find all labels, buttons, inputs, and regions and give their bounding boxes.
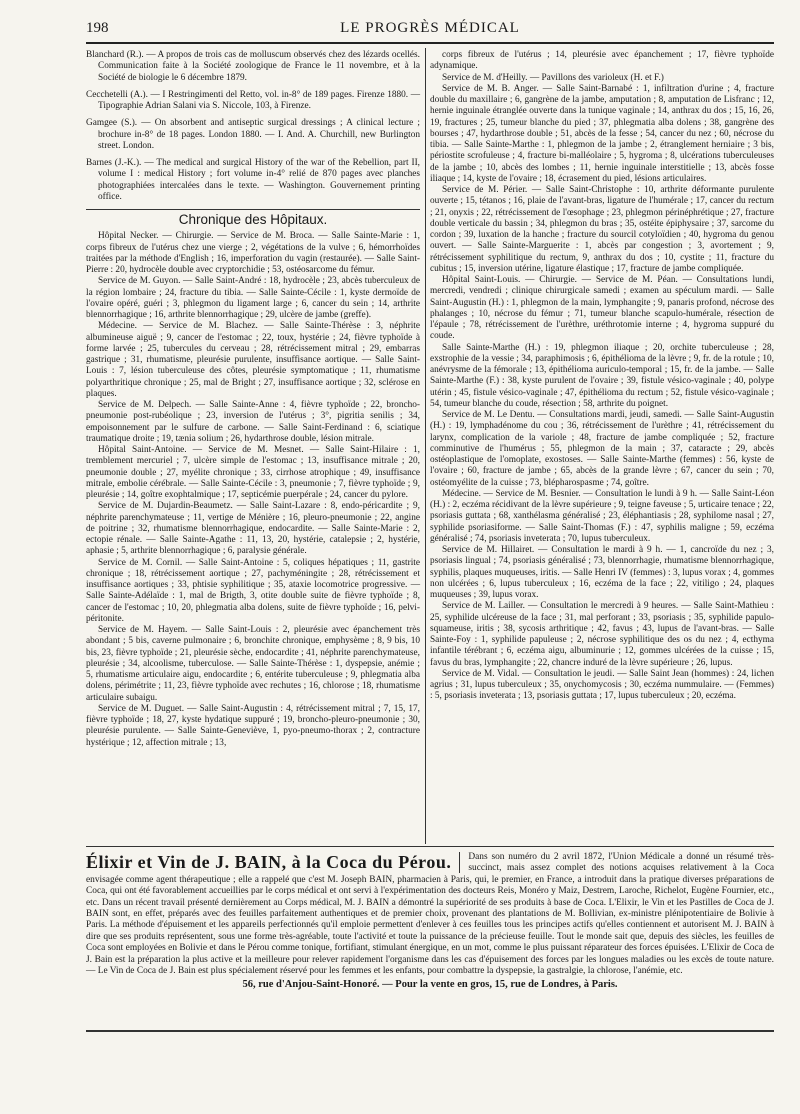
hospital-paragraph: Service de M. Delpech. — Salle Sainte-Anne : 4, fièvre typhoïde ; 22, broncho-pneumonie post-rubéolique ; 23, inversion de l'utérus ; 3°, pigritia senilis ; 34, empoisonnement par le sulfure de carbone. — Salle Saint-Ferdinand : 6, sciatique traumatique droite ; 19, tænia solium ; 26, hydarthrose double, lésion mitrale. bbox=[86, 400, 420, 444]
journal-title: LE PROGRÈS MÉDICAL bbox=[340, 20, 520, 36]
bibliography-entry: Blanchard (R.). — A propos de trois cas de molluscum observés chez des lézards ocellés. Communication faite à la Société zoologique de France le 11 novembre, et à la Société de biologie le 6 décembre 1879. bbox=[86, 50, 420, 83]
hospital-paragraph: Service de M. Guyon. — Salle Saint-André : 18, hydrocèle ; 23, abcès tuberculeux de la région lombaire ; 24, fracture du tibia. — Salle Sainte-Cécile : 1, kyste dermoïde de l'ovaire opéré, guéri ; 3, phlegmon du ligament large ; 6, cancer du sein ; 14, arthrite blennorrhagique ; 16, arthrite blennorrhagique ; 29, ulcère de jambe (greffe). bbox=[86, 276, 420, 320]
hospital-paragraph: Service de M. Périer. — Salle Saint-Christophe : 10, arthrite déformante purulente ouverte ; 15, tétanos ; 16, plaie de l'avant-bras, ligature de l'humérale ; 17, cancer du rectum ; 21, onyxis ; 22, rétrécissement de l'œsophage ; 23, phlegmon périnéphrétique ; 27, fracture double verticale du bassin ; 34, phlegmon du bras ; 35, ostéite épiphysaire ; 37, sarcome du cordon ; 39, luxation de la hanche ; fracture du sourcil cotyloïdien ; 40, hygroma du genou ouvert. — Salle Sainte-Marguerite : 1, abcès par congestion ; 3, avortement ; 9, rétrécissement syphilitique du rectum, 9, anthrax du dos ; 10, cystite ; 11, fracture du cubitus ; 15, inversion utérine, ligature élastique ; 17, fracture de jambe compliquée. bbox=[430, 185, 774, 274]
hospital-paragraph: Salle Sainte-Marthe (H.) : 19, phlegmon iliaque ; 20, orchite tuberculeuse ; 28, exstrophie de la vessie ; 34, paraphimosis ; 6, épithélioma de la lèvre ; 9, fr. de la rotule ; 10, anévrysme de la fémorale ; 13, épithélioma auriculo-temporal ; 15, fr. de la jambe. — Salle Sainte-Marthe (F.) : 38, kyste purulent de l'ovaire ; 39, fistule vésico-vaginale ; 40, polype utérin ; 45, fistule vésico-vaginale ; 47, épithélioma du rectum ; 52, fistule vésico-vaginale ; 54, tumeur blanche du coude, résection ; 58, arthrite du poignet. bbox=[430, 342, 774, 409]
advertisement-text: Dans son numéro du 2 avril 1872, l'Union Médicale a donné un résumé très-succinct, mais assez complet des notions acquises relativement à la Coca envisagée comme agent thérapeutique ; elle a rappelé que c'est M. Joseph BAIN, pharmacien à Paris, qui, le premier, en France, a introduit dans la pratique diverses préparations de Coca, qui ont été favorablement accueillies par le corps médical et ont servi à l'expérimentation des docteurs Reis, Monéro y Maiz, Destrem, Laroche, Richelot, Eugène Fournier, etc., etc. Dans un récent travail présenté dernièrement au Corps médical, M. J. BAIN a démontré la supériorité de ses produits à base de Coca. L'Elixir, le Vin et les Pastilles de Coca de J. BAIN sont, en effet, préparés avec des feuilles parfaitement authentiques et de premier choix, provenant des plantations de M. Bollivian, ex-ministre plénipotentiaire de Bolivie à Paris. La méthode d'épuisement et les appareils perfectionnés qu'il emploie permettent d'enlever à ces feuilles tous les principes actifs qu'elles contiennent et autorisent M. J. BAIN à dire que ses produits représentent, sous une forme très-agréable, toute l'activité et toute la puissance de la précieuse feuille. Tout le monde sait que, depuis des siècles, les feuilles de Coca sont employées en Bolivie et dans le Pérou comme tonique, fortifiant, stimulant énergique, en un mot, comme le plus puissant réparateur des forces épuisées. L'Elixir de Coca de J. Bain est la préparation la plus active et la meilleure pour relever rapidement l'organisme dans les cas d'épuisement des forces par les longues maladies ou les excès de toute nature. — Le Vin de Coca de J. Bain est plus spécialement réservé pour les femmes et les enfants, pour combattre la dyspepsie, la gastralgie, la chlorose, l'anémie, etc. bbox=[86, 852, 774, 977]
page-number: 198 bbox=[86, 20, 109, 36]
advertisement-top-rule bbox=[86, 846, 774, 847]
hospital-paragraph: Service de M. Cornil. — Salle Saint-Antoine : 5, coliques hépatiques ; 11, gastrite chronique ; 18, rétrécissement aortique ; 27, pachyméningite ; 28, rétrécissement et insuffisance aortiques ; 33, phtisie syphilitique ; 35, ataxie locomotrice progressive. — Salle Sainte-Adélaïde : 1, mal de Brigth, 3, otite double suite de fièvre typhoïde ; 8, cancer de l'estomac ; 10, 20, phlegmatia alba dolens, suite de fièvre typhoïde ; 16, pelvi-péritonite. bbox=[86, 557, 420, 624]
hospital-paragraph: Service de M. Vidal. — Consultation le jeudi. — Salle Saint Jean (hommes) : 24, lichen agrius ; 31, lupus tuberculeux ; 35, onychomycosis ; 30, eczéma nummulaire. — (Femmes) : 5, psoriasis inveterata ; 13, psoriasis guttata ; 17, lupus tuberculeux ; 20, eczéma. bbox=[430, 668, 774, 702]
bibliography-entry: Barnes (J.-K.). — The medical and surgical History of the war of the Rebellion, part II, volume I : medical History ; fort volume in-4° relié de 870 pages avec planches photographiées intercalées dans le texte. — Washington. Gouvernement printing office. bbox=[86, 158, 420, 202]
bibliography-list bbox=[86, 50, 420, 203]
bibliography-entry: Gamgee (S.). — On absorbent and antiseptic surgical dressings ; A clinical lecture ; brochure in-8° de 18 pages. London 1880. — I. And. A. Churchill, new Burlington street. London. bbox=[86, 118, 420, 151]
hospital-paragraph: Service de M. Le Dentu. — Consultations mardi, jeudi, samedi. — Salle Saint-Augustin (H.) : 19, lymphadénome du cou ; 36, rétrécissement de l'urèthre ; 41, rétrécissement du larynx, complication de la variole ; 48, fracture de jambe compliquée ; 52, fracture comminutive de l'humérus ; 55, phlegmon de la main ; 37, cataracte ; 29, abcès ostéoplastique de l'omoplate, exostoses. — Salle Sainte-Marthe (femmes) : 56, kyste de l'ovaire ; 60, fracture de jambe ; 65, abcès de la grande lèvre ; 67, cancer du sein ; 70, ostéomyélite de la cuisse ; 73, blépharospasme ; 74, goître. bbox=[430, 410, 774, 488]
hospital-paragraph: Service de M. Lailler. — Consultation le mercredi à 9 heures. — Salle Saint-Mathieu : 25, syphilide ulcéreuse de la face ; 31, mal perforant ; 33, psoriasis ; 35, syphilide papulo-squameuse, iritis ; 38, sycosis arthritique ; 42, favus ; 43, lupus de l'avant-bras. — Salle Sainte-Foy : 1, syphilide papuleuse ; 2, nécrose syphilitique des os du nez ; 4, ecthyma infantile térébrant ; 6, eczéma aigu, albuminurie ; 12, gommes ulcérées de la cuisse ; 15, favus du bras, lymphangite ; 22, chancre induré de la lèvre supérieure ; 26, lupus. bbox=[430, 601, 774, 668]
hospital-paragraph: Médecine. — Service de M. Besnier. — Consultation le lundi à 9 h. — Salle Saint-Léon (H.) : 2, eczéma récidivant de la lèvre supérieure ; 9, teigne faveuse ; 5, urticaire tenace ; 22, psoriasis guttata ; 68, xanthélasma généralisé ; 23, éléphantiasis ; 28, syphilome nasal ; 27, syphilide psoriasiforme. — Salle Saint-Thomas (F.) : 47, syphilis maligne ; 59, eczéma généralisé ; 74, psoriasis inveterata ; 70, lupus tuberculeux. bbox=[430, 488, 774, 544]
hospital-paragraph: Hôpital Saint-Antoine. — Service de M. Mesnet. — Salle Saint-Hilaire : 1, tremblement mercuriel ; 7, ulcère simple de l'estomac ; 13, insuffisance mitrale ; 20, pneumonie double ; 27, myélite chronique ; 33, cirrhose atrophique ; 49, insuffisance mitrale, embolie cérébrale. — Salle Sainte-Cécile : 3, pneumonie ; 7, fièvre typhoïde ; 9, pleurésie ; 14, goître exophtalmique ; 17, septicémie puerpérale ; 24, cancer du pylore. bbox=[86, 445, 420, 500]
hospital-paragraph: Service de M. Duguet. — Salle Saint-Augustin : 4, rétrécissement mitral ; 7, 15, 17, fièvre typhoïde ; 18, 27, kyste hydatique suppuré ; 19, broncho-pleuro-pneumonie ; 30, pleurésie purulente. — Salle Sainte-Geneviève, 1, pyo-pneumo-thorax ; 2, contracture hystérique ; 12, affection mitrale ; 13, bbox=[86, 703, 420, 748]
footer-rule bbox=[86, 1030, 774, 1032]
left-column bbox=[86, 50, 420, 749]
section-title: Chronique des Hôpitaux. bbox=[178, 212, 328, 227]
hospital-paragraph: corps fibreux de l'utérus ; 14, pleurésie avec épanchement ; 17, fièvre typhoïde adynamique. bbox=[430, 50, 774, 72]
bibliography-entry: Cecchetelli (A.). — I Restringimenti del Retto, vol. in-8° de 189 pages. Firenze 1880. — Tipographie Adrian Salani via S. Niccole, 103, à Firenze. bbox=[86, 89, 420, 111]
hospital-paragraph: Hôpital Necker. — Chirurgie. — Service de M. Broca. — Salle Sainte-Marie : 1, corps fibreux de l'utérus chez une vierge ; 2, végétations de la vulve ; 6, hémorrhoïdes traitées par la méthode d'English ; 16, imperforation du vagin (restaurée). — Salle Saint-Pierre : 20, hydrocèle double avec cryptorchidie ; 53, ostéosarcome du fémur. bbox=[86, 231, 420, 275]
advertisement-heading: Élixir et Vin de J. BAIN, à la Coca du Pérou. bbox=[86, 852, 460, 873]
header-rule bbox=[86, 42, 774, 44]
advertisement-address: 56, rue d'Anjou-Saint-Honoré. — Pour la vente en gros, 15, rue de Londres, à Paris. bbox=[242, 979, 618, 991]
hospital-paragraph: Hôpital Saint-Louis. — Chirurgie. — Service de M. Péan. — Consultations lundi, mercredi, vendredi ; clinique chirurgicale samedi ; examen au spéculum mardi. — Salle Saint-Augustin (H.) : 1, phlegmon de la main, lymphangite ; 9, panaris profond, nécrose des phalanges ; 10, nécrose du fémur ; 71, tumeur blanche scapulo-humérale, résection de l'épaule ; 78, rétrécissement de l'urèthre, uréthrotomie interne ; 4, hygroma suppuré du coude. bbox=[430, 275, 774, 342]
advertisement bbox=[86, 852, 774, 990]
right-column bbox=[430, 50, 774, 703]
hospital-paragraph: Médecine. — Service de M. Blachez. — Salle Sainte-Thérèse : 3, néphrite albumineuse aiguë ; 9, cancer de l'estomac ; 22, toux, hystérie ; 24, fièvre typhoïde à forme larvée ; 25, tubercules du cerveau ; 28, rétrécissement mitral ; 29, embarras gastrique ; 31, rhumatisme, pleurésie purulente, insuffisance aortique. — Salle Saint-Louis : 7, lésion tuberculeuse des côtes, pleurésie symptomatique ; 11, rhumatisme polyarthritique chronique ; 25, mal de Bright ; 27, insuffisance aortique ; 32, sclérose en plaques. bbox=[86, 321, 420, 399]
hospital-paragraph: Service de M. d'Heilly. — Pavillons des varioleux (H. et F.) bbox=[442, 72, 664, 83]
hospital-paragraph: Service de M. Dujardin-Beaumetz. — Salle Saint-Lazare : 8, endo-péricardite ; 9, néphrite parenchymateuse ; 11, vertige de Ménière ; 16, pleuro-pneumonie ; 22, angine de poitrine ; 32, rhumatisme blennorrhagique, endocardite. — Salle Sainte-Marie : 2, ectopie rénale. — Salle Sainte-Agathe : 11, 13, 20, hystérie, catalepsie ; 2, hystérie, aphasie ; 5, arthrite blennorrhagique ; 6, paralysie générale. bbox=[86, 501, 420, 557]
hospital-paragraph: Service de M. B. Anger. — Salle Saint-Barnabé : 1, infiltration d'urine ; 4, fracture double du maxillaire ; 6, gangrène de la jambe, amputation ; 8, amputation de Lisfranc ; 12, hernie inguinale étranglée ouverte dans la tunique vaginale ; 14, anthrax du dos ; 15, 16, 26, 19, fractures ; 25, tumeur blanche du pied ; 37, phlegmatia alba dolens ; 38, gangrène des bourses ; 47, hydarthrose double ; 51, abcès de la fesse ; 54, cancer du nez ; 60, nécrose du tibia. — Salle Sainte-Marthe : 1, phlegmon de la jambe ; 2, étranglement herniaire ; 3 bis, périostite scrofuleuse ; 4, fracture bi-malléolaire ; 5, hygroma ; 8, ulcérations tuberculeuses de la jambe ; 10, abcès des lombes ; 11, hernie inguinale interstitielle ; 13, abcès fosse iliaque ; 14, kyste de l'ovaire ; 18, écrasement du pied, lésions articulaires. bbox=[430, 83, 774, 184]
hospital-paragraph: Service de M. Hillairet. — Consultation le mardi à 9 h. — 1, cancroïde du nez ; 3, psoriasis lingual ; 74, psoriasis généralisé ; 73, blennorrhagie, rhumatisme blennorrhagique, syphilis, plaques muqueuses, iritis. — Salle Henri IV (femmes) : 3, lupus vorax ; 4, gommes non ulcérées ; 6, lupus tuberculeux ; 16, eczéma de la face ; 22, vitiligo ; 24, plaques muqueuses ; 39, lupus vorax. bbox=[430, 545, 774, 600]
column-divider bbox=[425, 48, 426, 844]
section-rule bbox=[86, 209, 420, 210]
page-header bbox=[86, 20, 774, 42]
hospital-paragraph: Service de M. Hayem. — Salle Saint-Louis : 2, pleurésie avec épanchement très abondant ; 5 bis, caverne pulmonaire ; 6, bronchite chronique, emphysème ; 8, 9 bis, 10 bis, 23, fièvre typhoïde ; 21, pleurésie sèche, endocardite ; 41, néphrite parenchymateuse, pleurésie ; 34, alcoolisme, tuberculose. — Salle Sainte-Thérèse : 1, dyspepsie, anémie ; 5, rhumatisme articulaire aigu, endocardite ; 6, entérite tuberculeuse ; 9, phlegmatia alba dolens, périmétrite ; 11, 23, fièvre typhoïde avec rechutes ; 16, chlorose ; 18, rhumatisme articulaire subaigu. bbox=[86, 625, 420, 703]
